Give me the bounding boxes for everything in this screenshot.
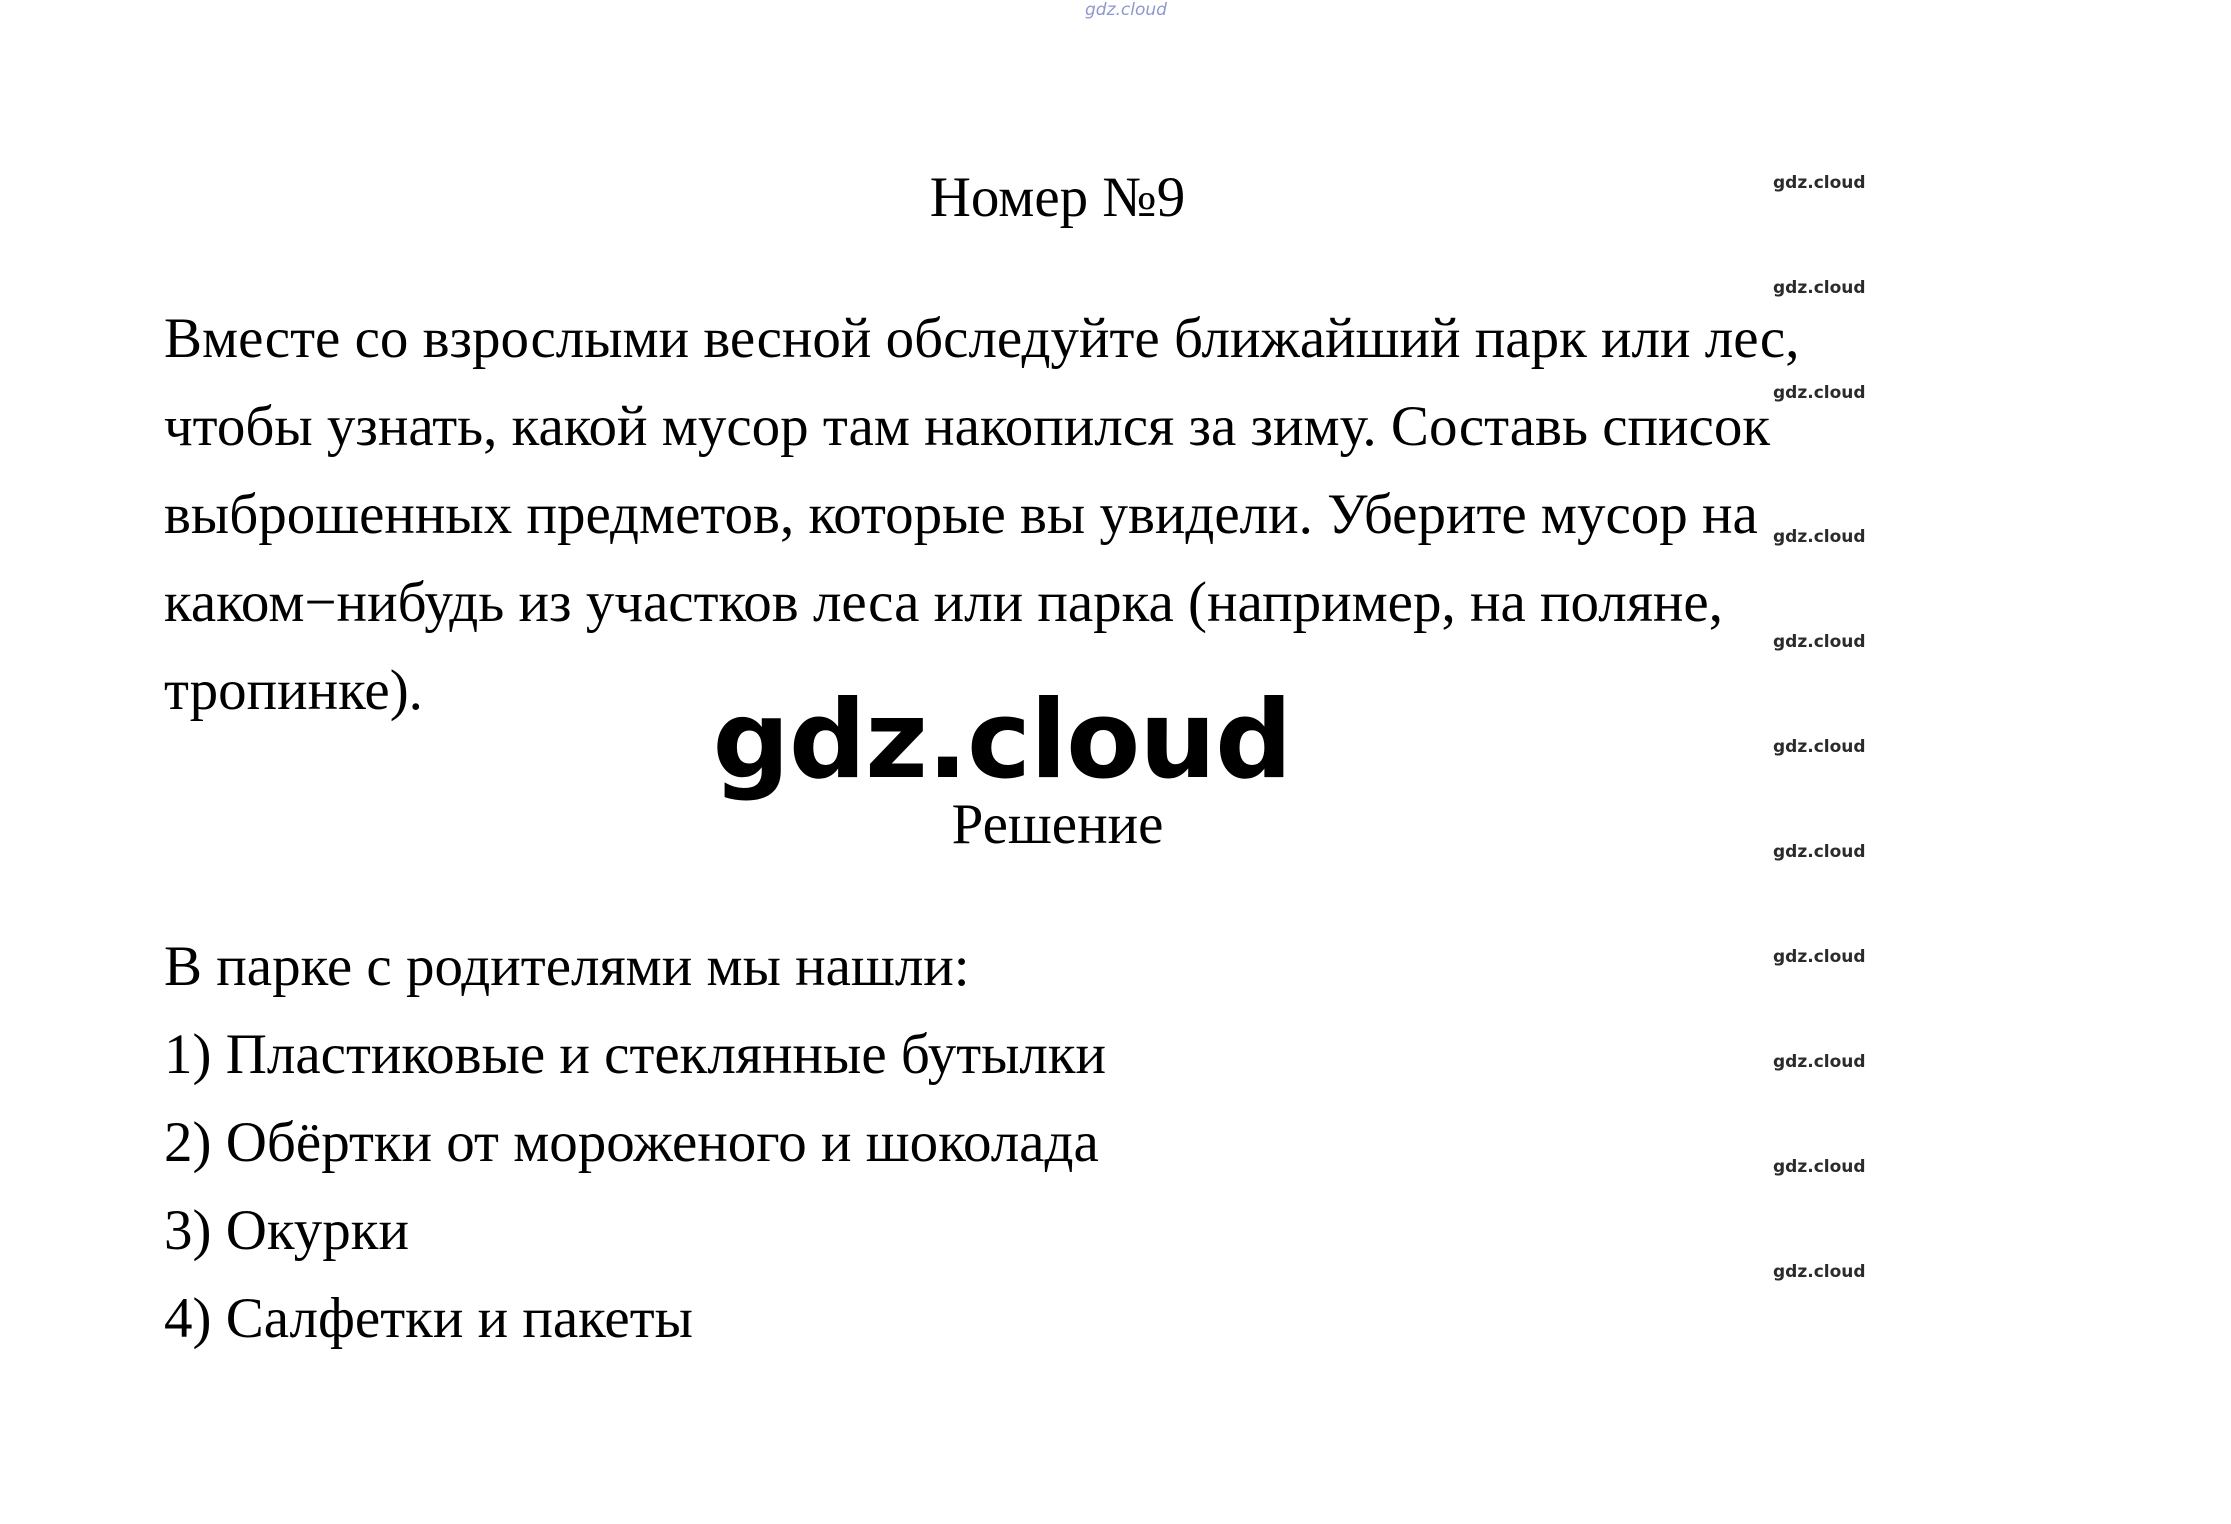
side-watermark: gdz.cloud: [1773, 737, 1866, 757]
side-watermark: gdz.cloud: [1773, 1262, 1866, 1282]
answer-list-item: 2) Обёртки от мороженого и шоколада: [164, 1111, 1099, 1174]
answer-list-item: 1) Пластиковые и стеклянные бутылки: [164, 1023, 1107, 1086]
task-line: чтобы узнать, какой мусор там накопился за зиму. Составь список: [164, 395, 1771, 458]
side-watermark: gdz.cloud: [1773, 632, 1866, 652]
side-watermark: gdz.cloud: [1773, 947, 1866, 967]
task-text: [164, 295, 1944, 735]
task-line: Вместе со взрослыми весной обследуйте ближайший парк или лес,: [164, 307, 1800, 370]
side-watermark: gdz.cloud: [1773, 527, 1866, 547]
side-watermark: gdz.cloud: [1773, 173, 1866, 193]
solution-heading: Решение: [951, 793, 1164, 856]
task-line: каком−нибудь из участков леса или парка (например, на поляне,: [164, 571, 1723, 634]
page-title: Номер №9: [929, 166, 1186, 229]
side-watermark: gdz.cloud: [1773, 1157, 1866, 1177]
answer-list-item: 4) Салфетки и пакеты: [164, 1287, 693, 1350]
answer-intro: В парке с родителями мы нашли:: [164, 935, 970, 998]
task-line: тропинке).: [164, 659, 423, 722]
side-watermark: gdz.cloud: [1773, 842, 1866, 862]
center-watermark-logo: gdz.cloud: [712, 678, 1292, 803]
task-line: выброшенных предметов, которые вы увидели. Уберите мусор на: [164, 483, 1758, 546]
answer-text: [164, 923, 1106, 1363]
top-watermark: gdz.cloud: [1085, 0, 1167, 20]
side-watermark: gdz.cloud: [1773, 278, 1866, 298]
side-watermark: gdz.cloud: [1773, 383, 1866, 403]
answer-list-item: 3) Окурки: [164, 1199, 409, 1262]
side-watermark: gdz.cloud: [1773, 1052, 1866, 1072]
